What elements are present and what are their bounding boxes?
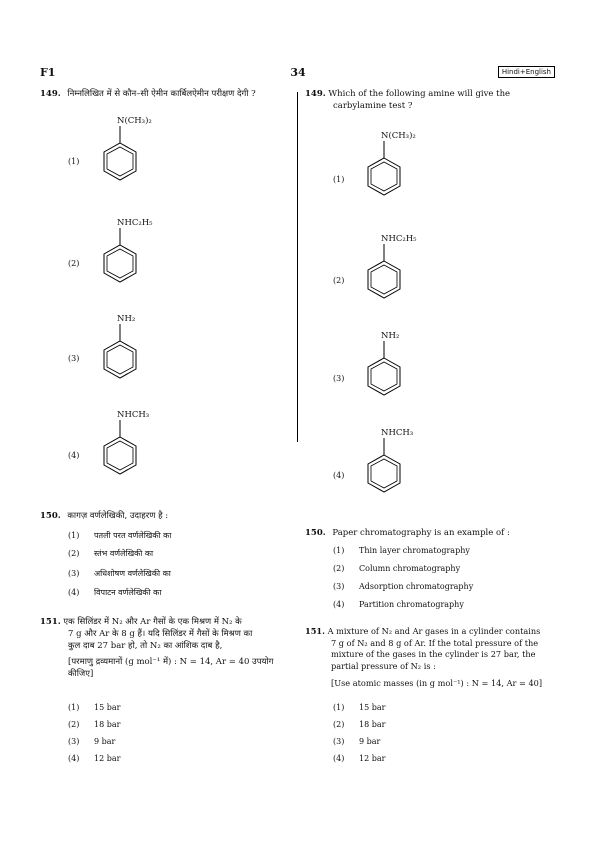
option-number: (3) — [68, 569, 80, 578]
option-text: 9 bar — [94, 737, 116, 746]
option-number: (2) — [333, 720, 345, 729]
benzene-ring-icon — [100, 324, 140, 384]
option-text: 15 bar — [94, 703, 121, 712]
question-line: partial pressure of N₂ is : — [331, 660, 436, 671]
option-text: 18 bar — [359, 720, 386, 729]
benzene-ring-icon — [100, 228, 140, 288]
option-text: Adsorption chromatography — [359, 582, 474, 591]
question-line: [परमाणु द्रव्यमानों (g mol⁻¹ में) : N = 14, Ar = 40 उपयोग — [68, 657, 274, 667]
option-number: (3) — [68, 737, 80, 746]
option-row — [68, 702, 120, 713]
english-q149 — [305, 88, 555, 112]
option-row — [68, 568, 171, 579]
english-q150 — [305, 527, 555, 539]
option-text: Column chromatography — [359, 564, 461, 573]
option-row — [68, 587, 161, 598]
option-number: (1) — [68, 531, 80, 540]
question-line: mixture of the gases in the cylinder is 27 bar, the — [331, 649, 536, 659]
option-text: Partition chromatography — [359, 600, 464, 609]
question-line: [Use atomic masses (in g mol⁻¹) : N = 14, Ar = 40] — [331, 678, 543, 688]
question-line: कुल दाब 27 bar हो, तो N₂ का आंशिक दाब है, — [68, 641, 223, 651]
option-row — [68, 548, 153, 559]
question-text: निम्नलिखित में से कौन–सी ऐमीन कार्बिलऐमीन परीक्षण देगी ? — [67, 89, 256, 99]
option-row — [68, 719, 120, 730]
option-text: 15 bar — [359, 703, 386, 712]
benzene-ring-icon — [100, 420, 140, 480]
option-row — [68, 753, 120, 764]
option-number: (3) — [333, 374, 345, 383]
hindi-q149 — [40, 88, 295, 100]
question-line: 7 g और Ar के 8 g हैं। यदि सिलिंडर में गैसों के मिश्रण का — [68, 629, 253, 639]
option-number: (2) — [68, 549, 80, 558]
page-number: 34 — [290, 66, 306, 79]
option-row — [333, 563, 460, 574]
option-row — [333, 702, 385, 713]
option-row — [333, 599, 464, 610]
option-row — [68, 736, 115, 747]
hindi-q150 — [40, 510, 295, 522]
option-number: (3) — [333, 582, 345, 591]
option-number: (4) — [68, 451, 80, 460]
option-number: (2) — [333, 564, 345, 573]
benzene-ring-icon — [364, 141, 404, 201]
option-text: 18 bar — [94, 720, 121, 729]
option-number: (4) — [333, 471, 345, 480]
option-text: 12 bar — [359, 754, 386, 763]
option-text: Thin layer chromatography — [359, 546, 470, 555]
benzene-ring-icon — [100, 126, 140, 186]
option-number: (2) — [333, 276, 345, 285]
substituent-label: N(CH₃)₂ — [117, 116, 152, 126]
option-number: (4) — [333, 754, 345, 763]
question-text: कागज़ वर्णलेखिकी, उदाहरण है : — [67, 511, 169, 521]
option-row — [333, 736, 380, 747]
question-line: एक सिलिंडर में N₂ और Ar गैसों के एक मिश्रण में N₂ के — [63, 617, 242, 627]
option-number: (1) — [333, 703, 345, 712]
option-number: (2) — [68, 720, 80, 729]
language-badge: Hindi+English — [498, 66, 555, 78]
substituent-label: NHCH₃ — [117, 410, 150, 420]
substituent-label: NHC₂H₅ — [381, 234, 417, 244]
question-line: carbylamine test ? — [333, 101, 413, 111]
option-number: (1) — [68, 703, 80, 712]
option-number: (3) — [68, 354, 80, 363]
question-line: कीजिए] — [68, 669, 94, 679]
hindi-q151 — [40, 616, 295, 680]
option-text: 12 bar — [94, 754, 121, 763]
option-text: विपाटन वर्णलेखिकी का — [94, 588, 162, 597]
option-row — [68, 530, 171, 541]
option-text: स्तंभ वर्णलेखिकी का — [94, 549, 154, 558]
option-number: (1) — [333, 546, 345, 555]
benzene-ring-icon — [364, 244, 404, 304]
question-number: 150. — [40, 511, 61, 521]
option-row — [333, 719, 385, 730]
substituent-label: NH₂ — [381, 331, 400, 341]
option-text: अधिशोषण वर्णलेखिकी का — [94, 569, 171, 578]
question-number: 149. — [305, 89, 326, 99]
option-number: (3) — [333, 737, 345, 746]
booklet-code: F1 — [40, 66, 56, 79]
substituent-label: NH₂ — [117, 314, 136, 324]
option-row — [333, 581, 473, 592]
substituent-label: N(CH₃)₂ — [381, 131, 416, 141]
option-number: (4) — [68, 588, 80, 597]
question-line: A mixture of N₂ and Ar gases in a cylinder contains — [327, 626, 541, 636]
substituent-label: NHC₂H₅ — [117, 218, 153, 228]
option-number: (2) — [68, 259, 80, 268]
question-number: 151. — [305, 626, 325, 636]
english-q151 — [305, 626, 560, 690]
option-row — [333, 753, 385, 764]
substituent-label: NHCH₃ — [381, 428, 414, 438]
question-number: 150. — [305, 528, 326, 538]
option-text: 9 bar — [359, 737, 381, 746]
option-number: (1) — [333, 175, 345, 184]
question-number: 149. — [40, 89, 61, 99]
option-row — [333, 545, 470, 556]
benzene-ring-icon — [364, 438, 404, 498]
option-number: (4) — [333, 600, 345, 609]
option-number: (1) — [68, 157, 80, 166]
benzene-ring-icon — [364, 341, 404, 401]
question-number: 151. — [40, 617, 61, 627]
column-divider — [297, 92, 298, 442]
option-text: पतली परत वर्णलेखिकी का — [94, 531, 172, 540]
question-line: 7 g of N₂ and 8 g of Ar. If the total pressure of the — [331, 637, 539, 648]
question-line: Which of the following amine will give the — [328, 89, 511, 99]
option-number: (4) — [68, 754, 80, 763]
question-text: Paper chromatography is an example of : — [332, 528, 510, 538]
